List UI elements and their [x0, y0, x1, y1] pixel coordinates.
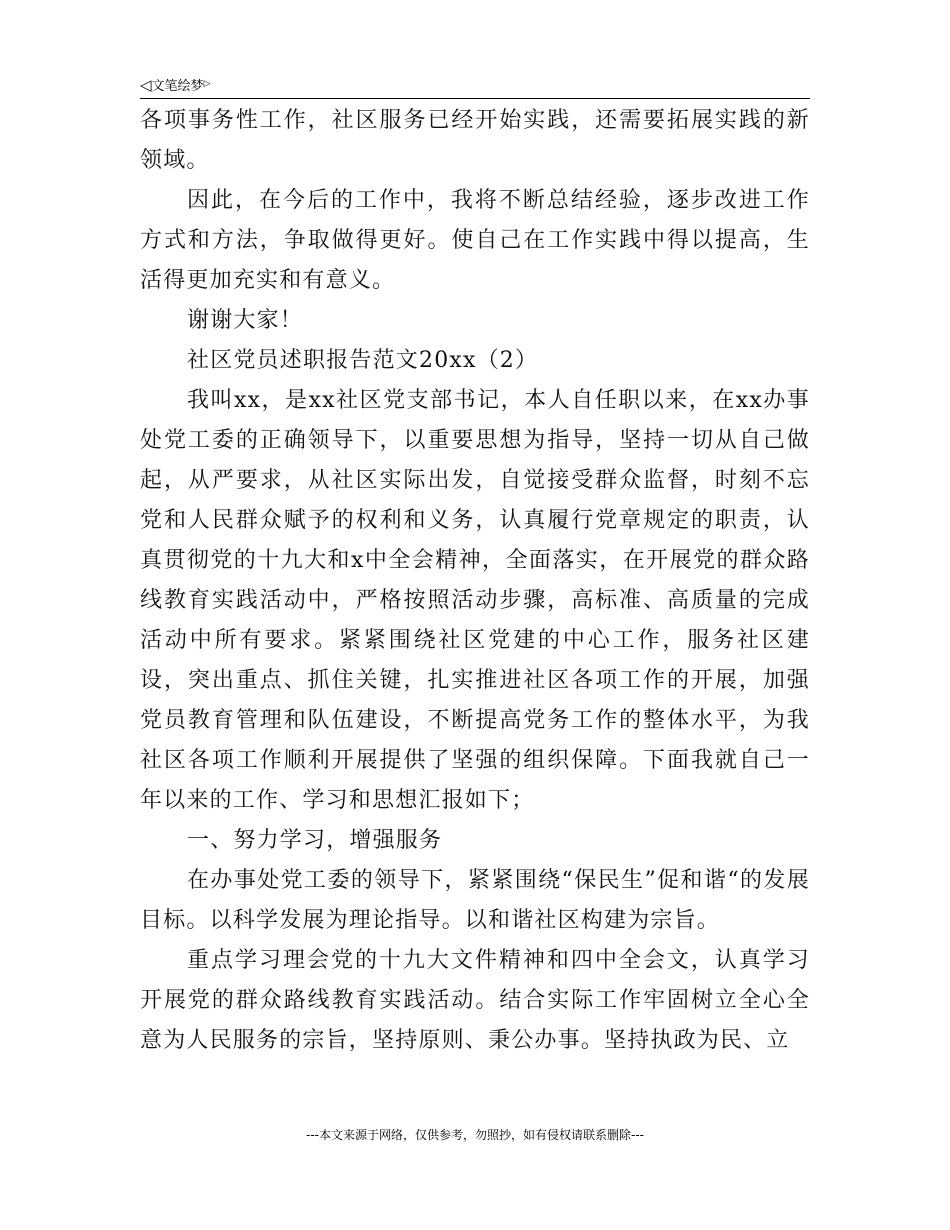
right-triangle-icon: ▷: [203, 79, 211, 89]
paragraph: 在办事处党工委的领导下，紧紧围绕“保民生”促和谐“的发展目标。以科学发展为理论指导。以和谐社区构建为宗旨。: [140, 868, 810, 933]
page-header: [140, 72, 810, 99]
paragraph: 社区党员述职报告范文20xx（2）: [187, 348, 539, 373]
header-brand: [140, 75, 210, 96]
paragraph: 一、努力学习，增强服务: [187, 828, 443, 853]
paragraph: 谢谢大家！: [187, 308, 304, 333]
header-brand-text: 文笔绘梦: [151, 79, 204, 94]
paragraph: 重点学习理会党的十九大文件精神和四中全会文，认真学习开展党的群众路线教育实践活动。结合实际工作牢固树立全心全意为人民服务的宗旨，坚持原则、秉公办事。坚持执政为民、立: [140, 948, 810, 1053]
paragraph: 我叫xx，是xx社区党支部书记，本人自任职以来，在xx办事处党工委的正确领导下，以重要思想为指导，坚持一切从自己做起，从严要求，从社区实际出发，自觉接受群众监督，时刻不忘党和人民群众赋予的权利和义务，认真履行党章规定的职责，认真贯彻党的十九大和x中全会精神，全面落实，在开展党的群众路线教育实践活动中，严格按照活动步骤，高标准、高质量的完成活动中所有要求。紧紧围绕社区党建的中心工作，服务社区建设，突出重点、抓住关键，扎实推进社区各项工作的开展，加强党员教育管理和队伍建设，不断提高党务工作的整体水平，为我社区各项工作顺利开展提供了坚强的组织保障。下面我就自己一年以来的工作、学习和思想汇报如下；: [140, 388, 810, 813]
document-body: [140, 101, 810, 1061]
left-triangle-icon: ◁: [140, 76, 152, 94]
footer-notice: ---本文来源于网络，仅供参考，勿照抄，如有侵权请联系删除---: [306, 1128, 644, 1142]
paragraph: 各项事务性工作，社区服务已经开始实践，还需要拓展实践的新领域。: [140, 108, 810, 173]
paragraph: 因此，在今后的工作中，我将不断总结经验，逐步改进工作方式和方法，争取做得更好。使自己在工作实践中得以提高，生活得更加充实和有意义。: [140, 188, 810, 293]
